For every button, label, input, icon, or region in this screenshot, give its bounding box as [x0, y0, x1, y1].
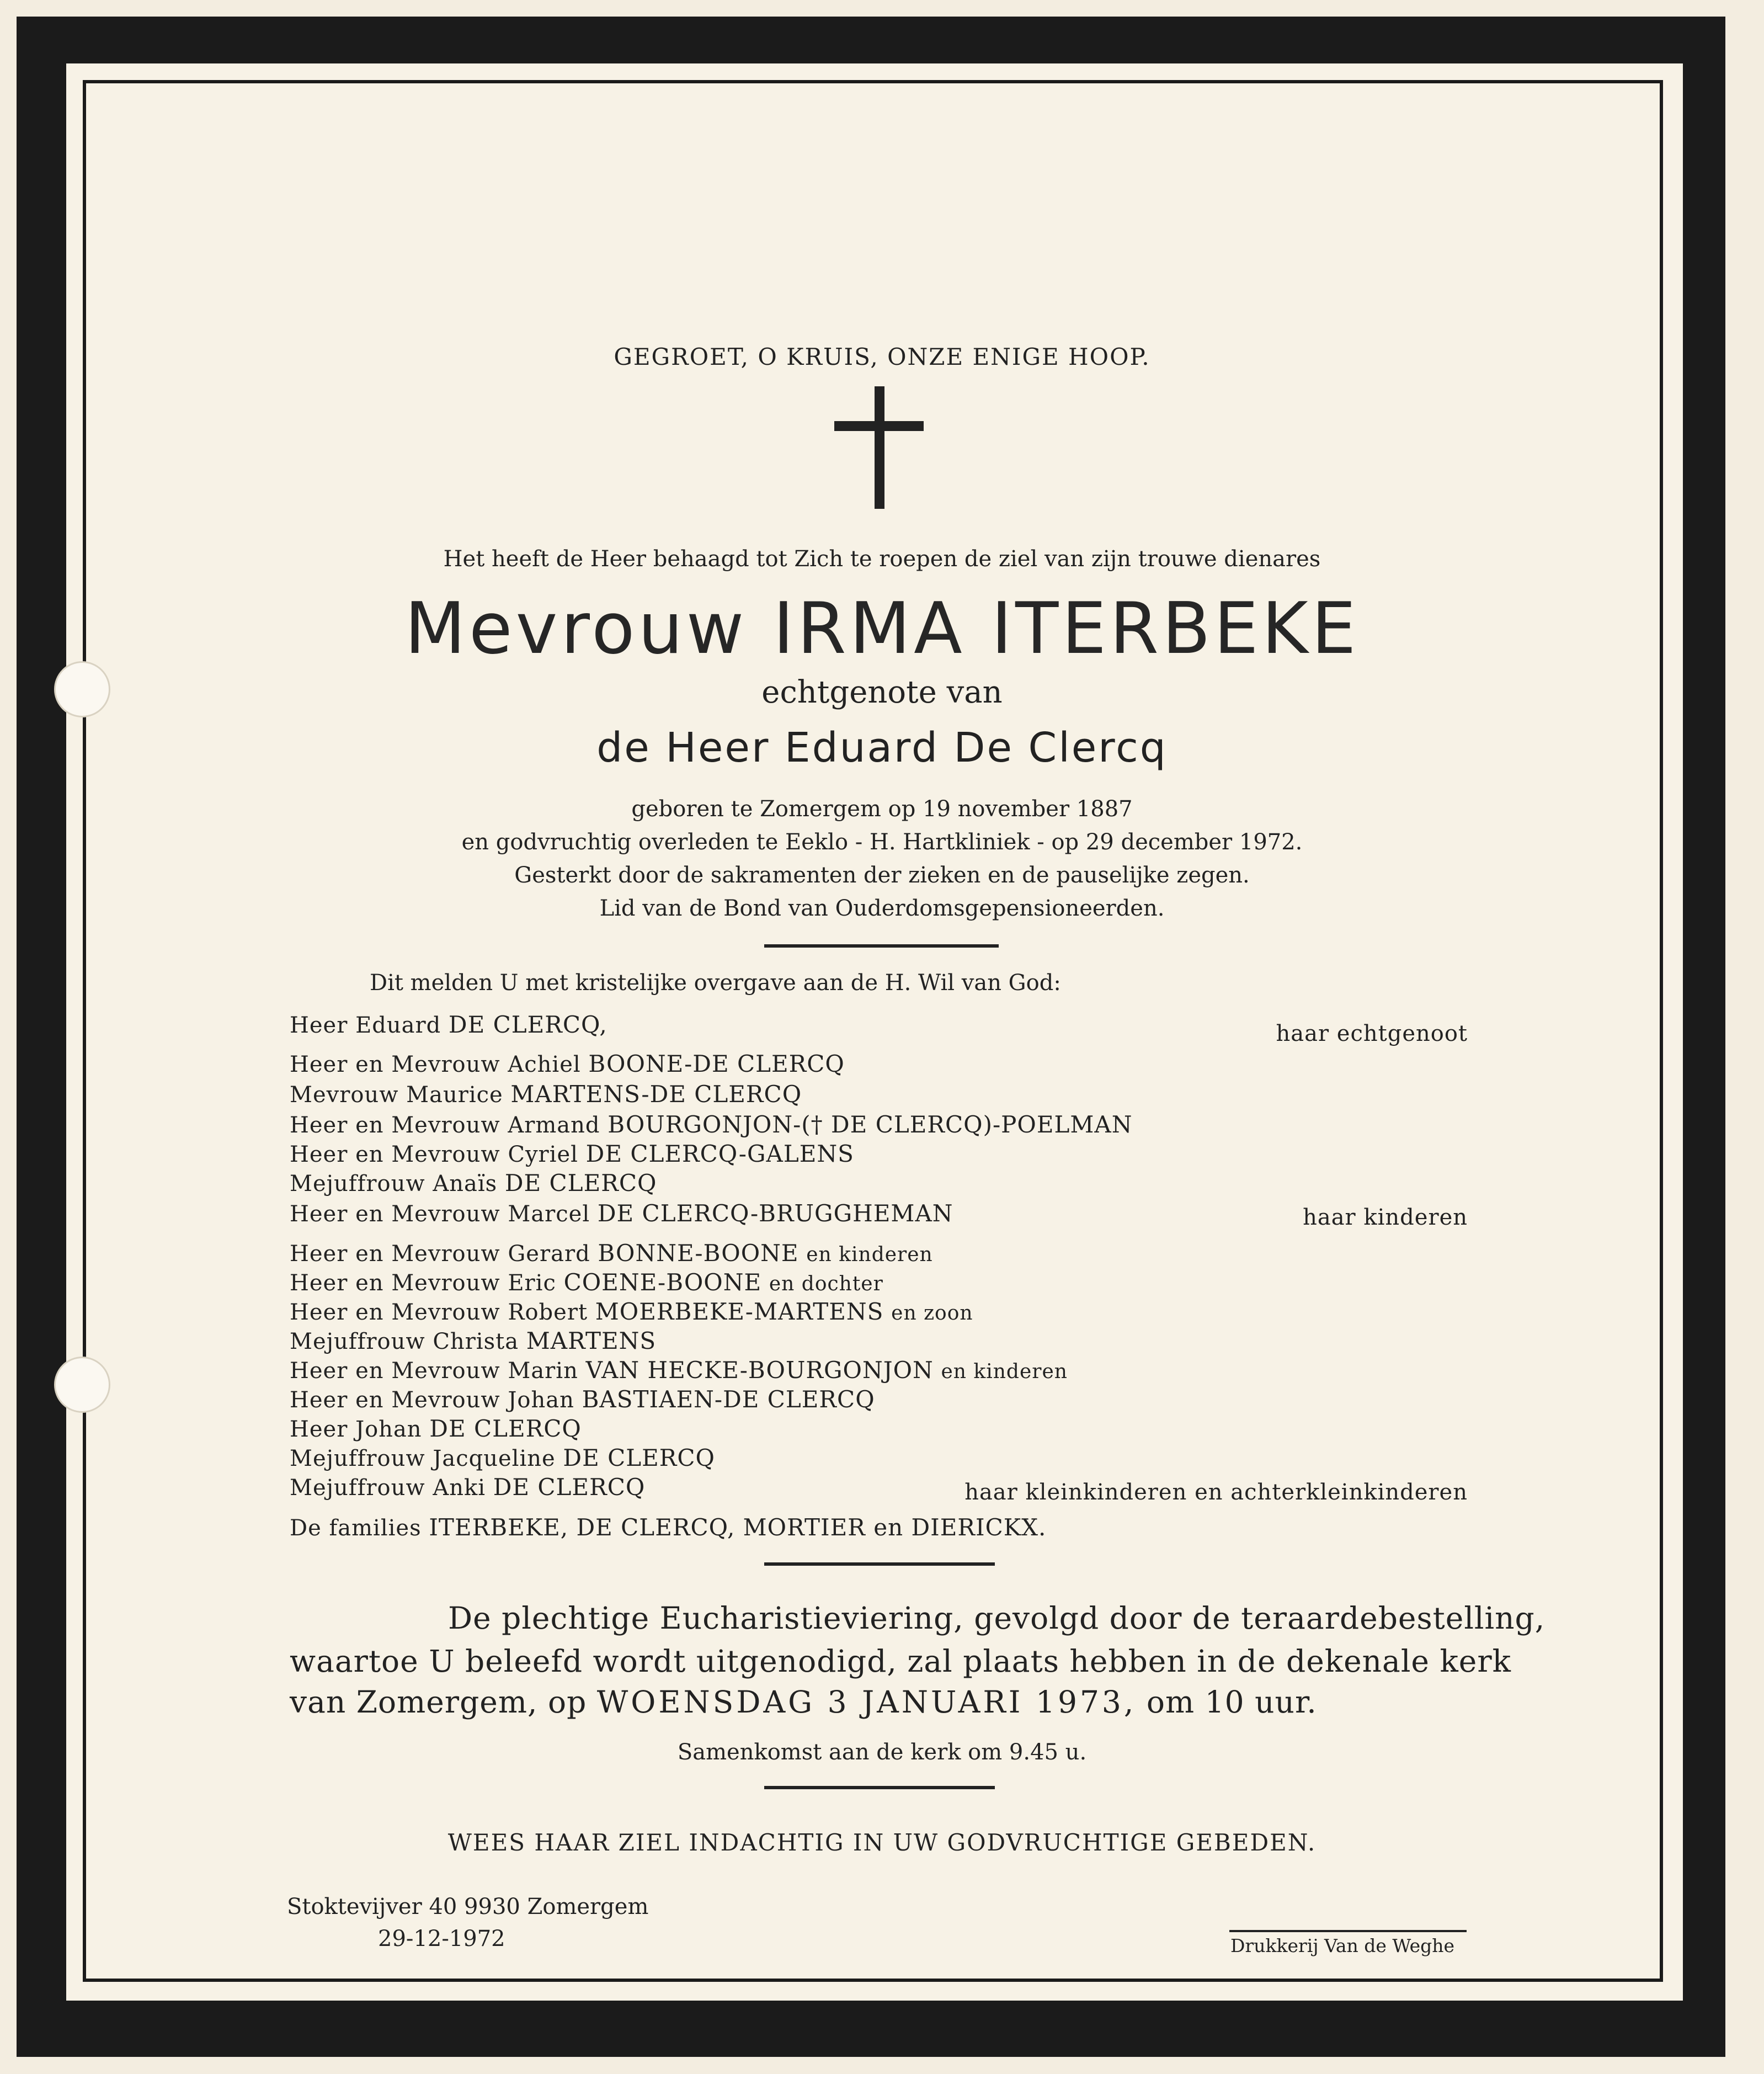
family-row: Heer Johan DE CLERCQ	[290, 1415, 582, 1442]
family-row: De families ITERBEKE, DE CLERCQ, MORTIER en DIERICKX.	[290, 1514, 1047, 1541]
detail-sacraments: Gesterkt door de sakramenten der zieken en de pauselijke zegen.	[514, 863, 1250, 888]
family-row: Heer en Mevrouw Cyriel DE CLERCQ-GALENS	[290, 1140, 854, 1167]
family-row: Heer en Mevrouw Marcel DE CLERCQ-BRUGGHEMAN	[290, 1200, 953, 1227]
cross-icon	[834, 421, 924, 431]
family-row: Heer Eduard DE CLERCQ,	[290, 1011, 607, 1038]
role-grandchildren: haar kleinkinderen en achterkleinkinderen	[964, 1480, 1468, 1505]
family-row: Heer en Mevrouw Gerard BONNE-BOONE en kinderen	[290, 1240, 933, 1267]
detail-death: en godvruchtig overleden te Eeklo - H. Hartkliniek - op 29 december 1972.	[461, 829, 1303, 855]
ceremony-line-3: van Zomergem, op WOENSDAG 3 JANUARI 1973, om 10 uur.	[290, 1684, 1317, 1720]
printer-rule	[1229, 1930, 1467, 1932]
spouse-prefix: echtgenote van	[761, 674, 1003, 710]
family-row: Mejuffrouw Jacqueline DE CLERCQ	[290, 1444, 715, 1471]
address: Stoktevijver 40 9930 Zomergem	[287, 1894, 649, 1919]
detail-birth: geboren te Zomergem op 19 november 1887	[631, 796, 1133, 822]
family-row: Heer en Mevrouw Robert MOERBEKE-MARTENS en zoon	[290, 1298, 973, 1325]
family-row: Heer en Mevrouw Achiel BOONE-DE CLERCQ	[290, 1050, 845, 1077]
spouse-name: de Heer Eduard De Clercq	[596, 724, 1168, 772]
closing-prayer: WEES HAAR ZIEL INDACHTIG IN UW GODVRUCHTIGE GEBEDEN.	[447, 1829, 1317, 1856]
deceased-name: Mevrouw IRMA ITERBEKE	[404, 588, 1360, 670]
family-row: Heer en Mevrouw Johan BASTIAEN-DE CLERCQ	[290, 1386, 875, 1413]
family-row: Heer en Mevrouw Eric COENE-BOONE en dochter	[290, 1269, 883, 1296]
family-row: Mevrouw Maurice MARTENS-DE CLERCQ	[290, 1081, 802, 1108]
family-row: Mejuffrouw Anki DE CLERCQ	[290, 1474, 646, 1501]
announcement: Dit melden U met kristelijke overgave aan de H. Wil van God:	[370, 970, 1061, 996]
printer-credit: Drukkerij Van de Weghe	[1230, 1935, 1455, 1956]
cross-icon	[875, 386, 884, 509]
divider	[764, 1562, 995, 1566]
divider	[764, 1786, 995, 1789]
role-children: haar kinderen	[1303, 1205, 1468, 1230]
detail-membership: Lid van de Bond van Ouderdomsgepensioneerden.	[599, 896, 1165, 921]
family-row: Mejuffrouw Anaïs DE CLERCQ	[290, 1169, 657, 1196]
divider	[764, 944, 999, 948]
role-spouse: haar echtgenoot	[1276, 1021, 1468, 1046]
notice-date: 29-12-1972	[378, 1926, 505, 1951]
family-row: Heer en Mevrouw Armand BOURGONJON-(† DE CLERCQ)-POELMAN	[290, 1111, 1133, 1138]
ceremony-line-2: waartoe U beleefd wordt uitgenodigd, zal plaats hebben in de dekenale kerk	[290, 1644, 1511, 1679]
motto: GEGROET, O KRUIS, ONZE ENIGE HOOP.	[614, 343, 1150, 370]
intro-text: Het heeft de Heer behaagd tot Zich te roepen de ziel van zijn trouwe dienares	[443, 546, 1321, 572]
gathering-time: Samenkomst aan de kerk om 9.45 u.	[677, 1740, 1087, 1765]
ceremony-line-1: De plechtige Eucharistieviering, gevolgd door de teraardebestelling,	[448, 1600, 1546, 1636]
family-row: Heer en Mevrouw Marin VAN HECKE-BOURGONJON en kinderen	[290, 1357, 1068, 1384]
family-row: Mejuffrouw Christa MARTENS	[290, 1327, 657, 1354]
